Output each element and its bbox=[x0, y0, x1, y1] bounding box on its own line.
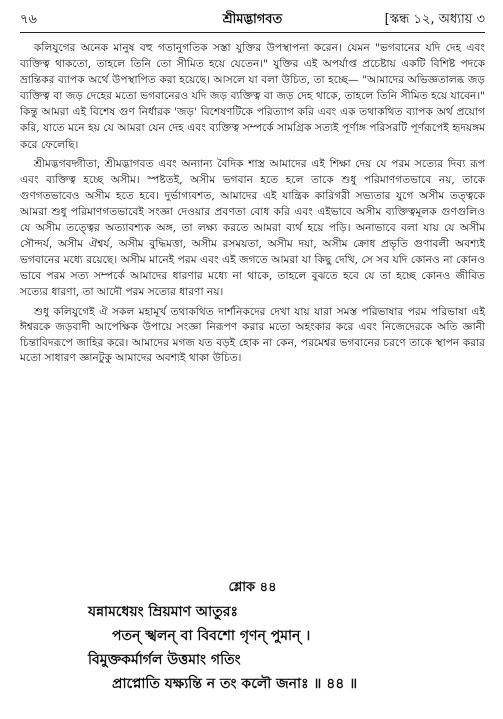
page-header bbox=[20, 10, 485, 32]
header-rule bbox=[20, 32, 485, 33]
page-body bbox=[20, 40, 485, 692]
verse-line-1: যন্নামধেয়ং ম্রিয়মাণ আতুরঃ bbox=[88, 604, 238, 620]
verse-line-2: পতন্ স্খলন্ বা বিবশো গৃণন্ পুমান্ । bbox=[112, 628, 311, 644]
verse-line-3: বিমুক্তকর্মার্গল উত্তমাং গতিং bbox=[88, 652, 241, 668]
paragraph-3: শুধু কলিযুগেই ঐ সকল মহামূর্খ তথাকথিত দার্শনিকদের দেখা যায় যারা সমস্ত পরিভাষার পরম পরিভাষা এই ঈশ্বরকে জড়বাদী আপেক্ষিক উপায়ে সংজ্ঞা নিরূপণ করার মতো অহংকার করে এবং নিজেদেরকে অতি জ্ঞানী চিন্তাবিদরূপে জাহির করে। আমাদের মগজ যত বড়ই হোক না কেন, পরমেশ্বর ভগবানের চরণে তাকে স্থাপন করার মতো সাধারণ জ্ঞানটুকু আমাদের অবশ্যই থাকা উচিত। bbox=[20, 305, 485, 365]
section-reference: [স্কন্ধ ১২, অধ্যায় ৩ bbox=[384, 12, 485, 27]
verse-heading: শ্লোক ৪৪ bbox=[228, 580, 277, 595]
verse-line-4: প্রাপ্নোতি যক্ষ্যন্তি ন তং কলৌ জনাঃ ॥ ৪৪ ॥ bbox=[112, 676, 358, 692]
page-number: ৭৬ bbox=[20, 12, 37, 27]
paragraph-1: কলিযুগের অনেক মানুষ বহু গতানুগতিক সস্তা যুক্তির উপস্থাপনা করেন। যেমন "ভগবানের যদি দেহ এবং ব্যক্তিত্ব থাকতো, তাহলে তিনি তো সীমিত হয়ে যেতেন।" যুক্তির এই অপর্যাপ্ত প্রচেষ্টায় একটি বিশিষ্ট পদকে ভ্রান্তিকর ব্যাপক অর্থে উপস্থাপিত করা হয়েছে। আসলে যা বলা উচিত, তা হচ্ছে— "আমাদের অভিজ্ঞতালব্ধ জড় ব্যক্তিত্ব বা জড় দেহের মতো ভগবানেরও যদি জড় ব্যক্তিত্ব বা জড় দেহ থাকে, তাহলে তিনি সীমিত হয়ে যাবেন।" কিন্তু আমরা এই বিশেষ গুণ নির্ধারক 'জড়' বিশেষণটিকে পরিত্যাগ করি এবং এক তথাকথিত ব্যাপক অর্থ প্রয়োগ করি, যাতে মনে হয় যে আমরা যেন দেহ এবং ব্যক্তিত্ব সম্পর্কে সামগ্রিক সত্যই পূর্ণাঙ্গ পরিসরটি পূর্ণরূপেই হৃদয়ঙ্গম করে ফেলেছি। bbox=[20, 42, 485, 151]
paragraph-2: শ্রীমদ্ভগবদ্গীতা, শ্রীমদ্ভাগবত এবং অন্যান্য বৈদিক শাস্ত্র আমাদের এই শিক্ষা দেয় যে পরম সত্যের দিব্য রূপ এবং ব্যক্তিত্ব হচ্ছে অসীম। স্পষ্টতই, অসীম ভগবান হতে হলে তাকে শুধু পরিমাণগতভাবে নয়, তাকে গুণগতভাবেও অসীম হতে হবে। দুর্ভাগ্যবশত, আমাদের এই যান্ত্রিক কারিগরী সভ্যতার যুগে অসীম তত্ত্বকে আমরা শুধু পরিমাণগতভাবেই সংজ্ঞা দেওয়ার প্রবণতা বোধ করি এবং এইভাবে অসীম ব্যক্তিত্বমূলক গুণগুলিও যে অসীম তত্ত্বের অত্যাবশ্যক অঙ্গ, তা লক্ষ্য করতে আমরা ব্যর্থ হয়ে পড়ি। অনাভাবে বলা যায় যে অসীম সৌন্দর্য, অসীম ঐশ্বর্য, অসীম বুদ্ধিমত্তা, অসীম রসময়তা, অসীম দয়া, অসীম ক্রোধ প্রভৃতি গুণাবলী অবশ্যই ভগবানের মধ্যে রয়েছে। অসীম মানেই পরম এবং এই জগতে আমরা যা কিছু দেখি, সে সব যদি কোনও না কোনও ভাবে পরম সত্য সম্পর্কে আমাদের ধারণার মধ্যে না থাকে, তাহলে বুঝতে হবে যে তা হচ্ছে কোনও জীবিত সত্যের ধারণা, তা আদৌ পরম সত্যের ধারণা নয়। bbox=[20, 157, 485, 299]
running-title: শ্রীমদ্ভাগবত bbox=[222, 12, 283, 27]
